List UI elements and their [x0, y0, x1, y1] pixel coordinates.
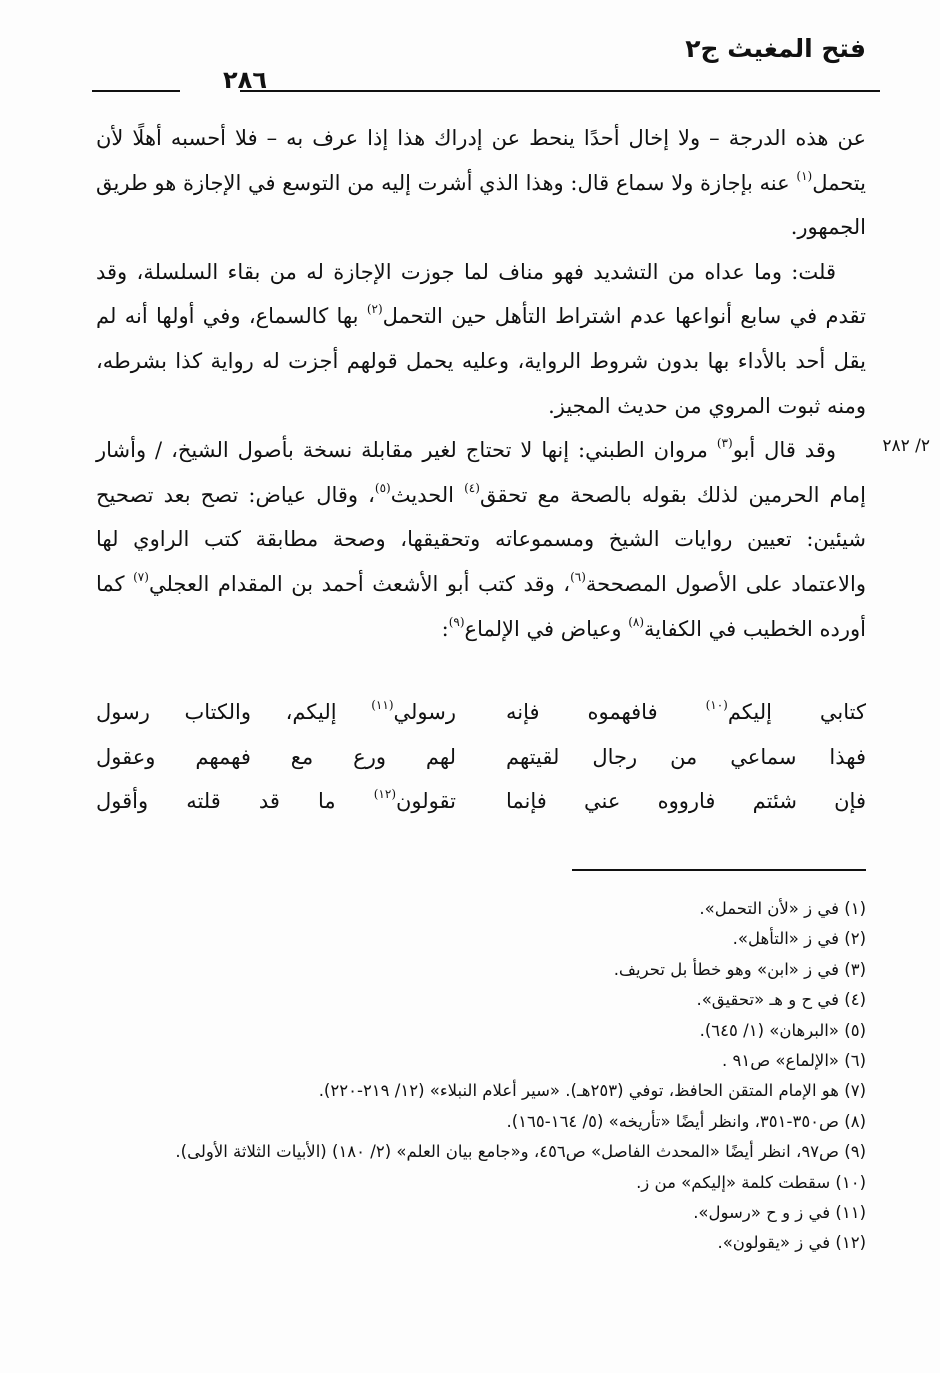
text-run: عن هذه الدرجة – ولا إخال أحدًا ينحط عن إدراك هذا إذا عرف به – فلا أحسبه أهلًا لأن يتحمل — [96, 126, 866, 195]
margin-page-reference: ٢/ ٢٨٢ — [882, 436, 930, 456]
footnote-item: (١٠) سقطت كلمة «إليكم» من ز. — [636, 1172, 866, 1192]
poem-first-hemistich — [506, 690, 866, 735]
text-run: فافهموه فإنه — [506, 700, 706, 724]
footnote-item: (١) في ز «لأن التحمل». — [699, 899, 866, 918]
text-run: وقد قال أبو — [732, 438, 836, 463]
footnote-marker: (٥) — [374, 480, 391, 495]
footnotes — [71, 894, 866, 1259]
paragraph-1 — [96, 116, 866, 250]
poem — [96, 690, 866, 824]
text-run: ، وقال عياض: تصح بعد تصحيح شيئين: تعيين روايات الشيخ ومسموعاته وتحقيقها، وصحة مطابقة كتب الراوي لها والاعتماد على الأصول المصححة — [96, 482, 866, 596]
footnote-marker: (٢) — [366, 302, 383, 317]
text-run: الحديث — [390, 482, 465, 507]
footnote-item: (٥) «البرهان» (١/ ٦٤٥). — [699, 1020, 866, 1040]
footnote-marker: (٣) — [716, 436, 733, 451]
paragraph-2 — [96, 250, 866, 428]
poem-second-hemistich — [96, 779, 456, 824]
text-run: بها كالسماع، وفي أولها أنه لم يقل أحد بالأداء بها بدون شروط الرواية، وعليه يحمل قولهم أجزت له رواية كذا بشرطه، ومنه ثبوت المروي من حديث المجيز. — [96, 304, 866, 418]
poem-second-hemistich — [96, 690, 456, 735]
text-run: قلت: وما عداه من التشديد فهو مناف لما جوزت الإجازة له من بقاء السلسلة، وقد تقدم في سابع أنواعها عدم اشتراط التأهل حين التحمل — [96, 259, 866, 329]
footnote-marker: (٩) — [448, 614, 465, 629]
footnote-marker: (١٠) — [705, 698, 728, 712]
paragraph-3 — [96, 428, 866, 651]
text-run: رسولي — [393, 700, 456, 724]
text-run: وعياض في الإلماع — [464, 616, 629, 641]
poem-second-hemistich: لهم ورع مع فهمهم وعقول — [96, 744, 456, 769]
footnote-marker: (٨) — [628, 614, 645, 629]
header-rule-short — [92, 90, 180, 92]
text-run: إليكم، والكتاب رسول — [96, 700, 372, 724]
poem-verse — [96, 735, 866, 780]
footnote-item: (١٢) في ز «يقولون». — [717, 1233, 866, 1253]
footnote-item: (٨) ص٣٥٠-٣٥١، وانظر أيضًا «تأريخه» (٥/ ١٦٤-١٦٥). — [506, 1111, 866, 1131]
footnote-item: (٤) في ح و هـ «تحقيق». — [696, 990, 866, 1010]
footnote-item: (٦) «الإلماع» ص٩١ . — [721, 1051, 866, 1071]
footnote-marker: (٤) — [464, 480, 480, 495]
footnote-marker: (١١) — [371, 698, 394, 712]
text-run: تقولون — [396, 789, 456, 814]
footnote-marker: (٧) — [133, 569, 149, 584]
footnote-marker: (١) — [796, 168, 813, 183]
header-rule — [240, 90, 880, 92]
footnote-item: (٩) ص٩٧، انظر أيضًا «المحدث الفاصل» ص٤٥٦، و«جامع بيان العلم» (٢/ ١٨٠) (الأبيات الثلاثة الأولى). — [175, 1142, 866, 1162]
poem-verse — [96, 690, 866, 735]
text-run: ، وقد كتب أبو الأشعث أحمد بن المقدام العجلي — [148, 571, 571, 596]
poem-verse — [96, 779, 866, 824]
footnote-item: (٢) في ز «التأهل». — [732, 929, 866, 949]
text-run: ما قد قلته وأقول — [96, 789, 374, 814]
text-run: عنه بإجازة ولا سماع قال: وهذا الذي أشرت إليه من التوسع في الإجازة هو طريق الجمهور. — [96, 170, 866, 240]
page-number: ٢٨٦ — [223, 66, 267, 94]
text-run: كتابي إليكم — [727, 700, 866, 724]
poem-first-hemistich: فإن شئتم فارووه عني فإنما — [506, 789, 866, 814]
footnote-item: (٣) في ز «ابن» وهو خطأ بل تحريف. — [613, 959, 866, 979]
footnote-separator — [572, 869, 866, 871]
main-text — [96, 116, 866, 651]
text-run: : — [441, 616, 449, 641]
footnote-item: (٧) هو الإمام المتقن الحافظ، توفي (٢٥٣هـ). «سير أعلام النبلاء» (١٢/ ٢١٩-٢٢٠). — [318, 1081, 866, 1101]
footnote-item: (١١) في ز و ح «رسول». — [693, 1203, 866, 1223]
text-run: كما أورده الخطيب في الكفاية — [96, 571, 866, 641]
text-run: مروان الطبني: إنها لا تحتاج لغير مقابلة نسخة بأصول الشيخ، / وأشار إمام الحرمين لذلك بقوله بالصحة مع تحقق — [96, 438, 867, 507]
poem-first-hemistich: فهذا سماعي من رجال لقيتهم — [506, 744, 866, 769]
running-head-title: فتح المغيث ج٢ — [685, 34, 866, 63]
footnote-marker: (٦) — [570, 569, 586, 584]
footnote-marker: (١٢) — [373, 787, 396, 802]
